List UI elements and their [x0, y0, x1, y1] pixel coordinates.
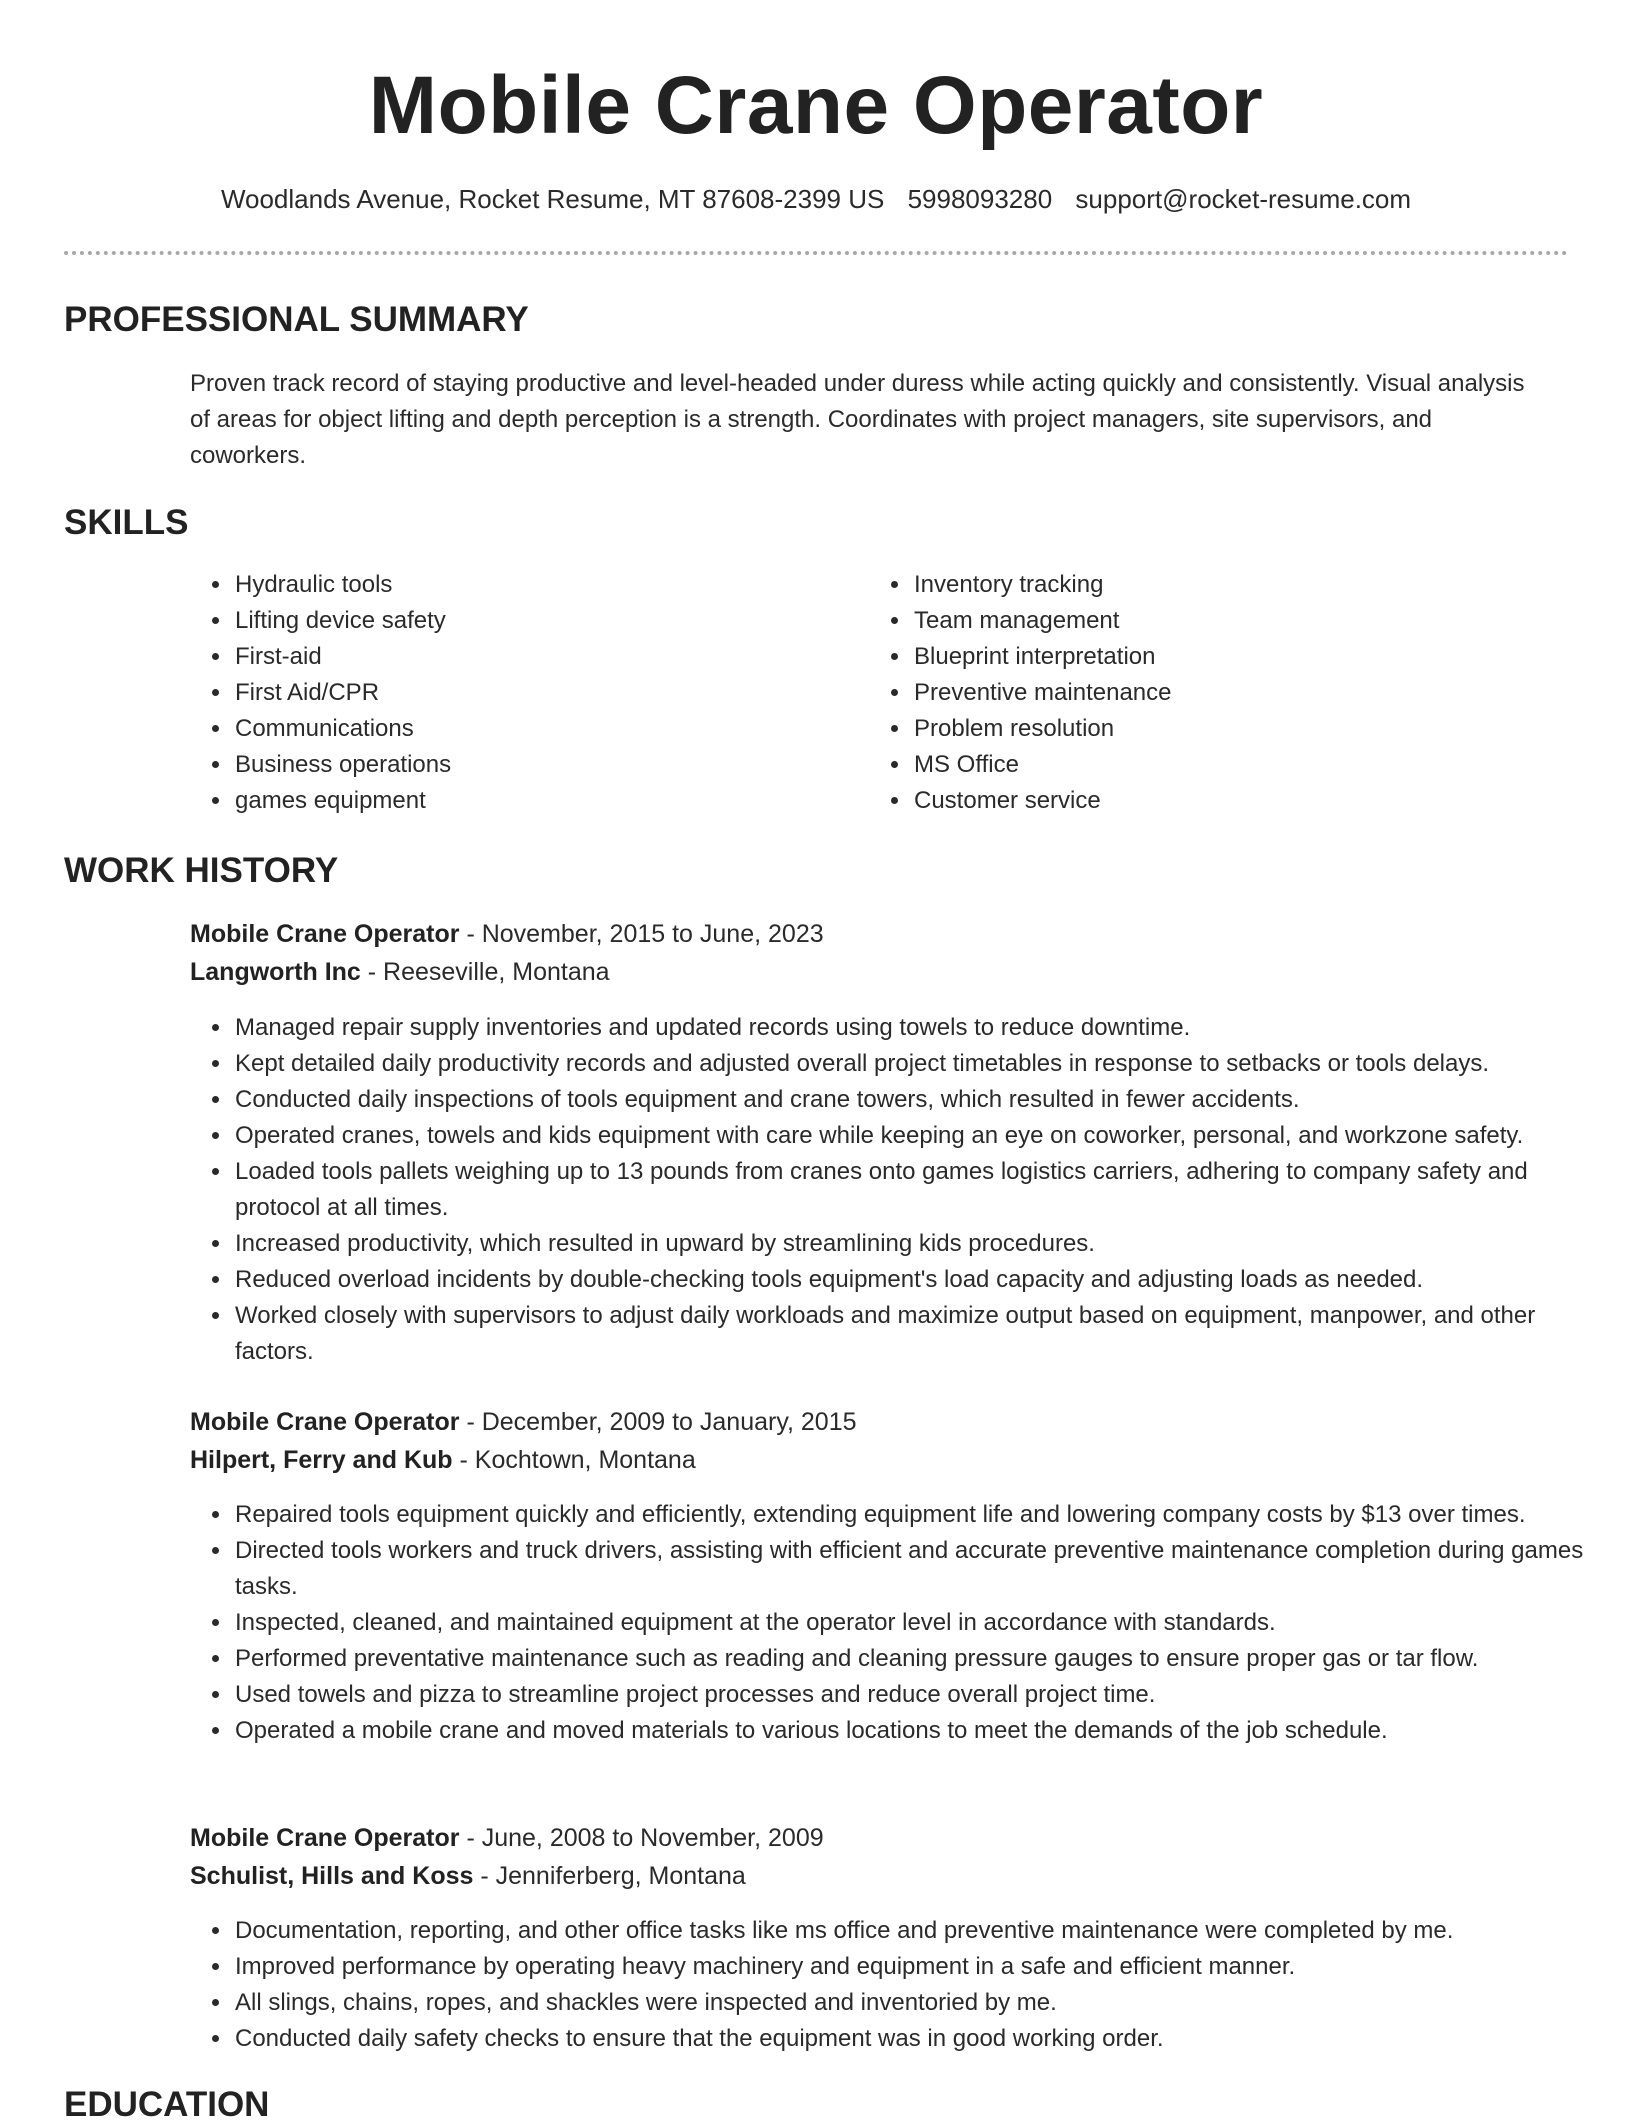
summary-heading: PROFESSIONAL SUMMARY [64, 300, 529, 339]
skill-item: • Problem resolution [912, 711, 1592, 747]
skill-item: • Blueprint interpretation [912, 639, 1592, 675]
skill-item: • Communications [233, 711, 833, 747]
duty-item: • Operated a mobile crane and moved materials to various locations to meet the demands of the job schedule. [233, 1713, 1613, 1749]
skill-item: • Preventive maintenance [912, 675, 1592, 711]
work-history-heading: WORK HISTORY [64, 851, 339, 890]
duty-item: • Managed repair supply inventories and updated records using towels to reduce downtime. [233, 1010, 1613, 1046]
duty-item: • Improved performance by operating heavy machinery and equipment in a safe and efficient manner. [233, 1949, 1613, 1985]
job-title: Mobile Crane Operator [190, 1824, 460, 1852]
skills-heading: SKILLS [64, 503, 189, 542]
duty-item: • Conducted daily safety checks to ensure that the equipment was in good working order. [233, 2021, 1613, 2057]
header-divider [64, 251, 1568, 255]
job-dates: - December, 2009 to January, 2015 [459, 1408, 857, 1436]
job-company: Hilpert, Ferry and Kub [190, 1446, 453, 1474]
duty-item: • Operated cranes, towels and kids equipment with care while keeping an eye on coworker, personal, and workzone safety. [233, 1118, 1613, 1154]
job-title-line [190, 916, 824, 952]
job-dates: - June, 2008 to November, 2009 [459, 1824, 824, 1852]
skill-item: • Customer service [912, 783, 1592, 819]
duty-item: • Repaired tools equipment quickly and efficiently, extending equipment life and lowering company costs by $13 over times. [233, 1497, 1613, 1533]
job-location: - Jenniferberg, Montana [473, 1862, 746, 1890]
job-duties-list [190, 1010, 1613, 1370]
job-company: Schulist, Hills and Koss [190, 1862, 474, 1890]
skill-item: • MS Office [912, 747, 1592, 783]
duty-item: • Reduced overload incidents by double-checking tools equipment's load capacity and adjusting loads as needed. [233, 1262, 1613, 1298]
skill-item: • First-aid [233, 639, 833, 675]
job-location: - Kochtown, Montana [452, 1446, 696, 1474]
skill-item: • First Aid/CPR [233, 675, 833, 711]
duty-item: • Documentation, reporting, and other office tasks like ms office and preventive maintenance were completed by me. [233, 1913, 1613, 1949]
job-location: - Reeseville, Montana [360, 958, 610, 986]
skill-item: • games equipment [233, 783, 833, 819]
summary-text: Proven track record of staying productive and level-headed under duress while acting quickly and consistently. Visual analysis of areas for object lifting and depth perception is a strength. Coordinates with project managers, site supervisors, and coworkers. [190, 370, 1525, 469]
job-dates: - November, 2015 to June, 2023 [459, 920, 824, 948]
skills-list-right [869, 567, 1592, 819]
duty-item: • Used towels and pizza to streamline project processes and reduce overall project time. [233, 1677, 1613, 1713]
job-company-line [190, 1442, 696, 1478]
job-duties-list [190, 1913, 1613, 2057]
duty-item: • Increased productivity, which resulted in upward by streamlining kids procedures. [233, 1226, 1613, 1262]
duty-item: • Inspected, cleaned, and maintained equipment at the operator level in accordance with standards. [233, 1605, 1613, 1641]
contact-phone: 5998093280 [907, 184, 1053, 214]
job-title-line [190, 1404, 857, 1440]
skill-item: • Team management [912, 603, 1592, 639]
duty-item: • Worked closely with supervisors to adjust daily workloads and maximize output based on equipment, manpower, and other factors. [233, 1298, 1613, 1370]
job-title: Mobile Crane Operator [190, 920, 460, 948]
contact-line [0, 182, 1632, 216]
duty-item: • All slings, chains, ropes, and shackles were inspected and inventoried by me. [233, 1985, 1613, 2021]
skill-item: • Lifting device safety [233, 603, 833, 639]
duty-item: • Loaded tools pallets weighing up to 13 pounds from cranes onto games logistics carriers, adhering to company safety and protocol at all times. [233, 1154, 1613, 1226]
job-company-line [190, 954, 610, 990]
education-heading: EDUCATION [64, 2085, 270, 2124]
skills-list-left [190, 567, 833, 819]
job-title-line [190, 1820, 824, 1856]
job-duties-list [190, 1497, 1613, 1749]
duty-item: • Kept detailed daily productivity records and adjusted overall project timetables in response to setbacks or tools delays. [233, 1046, 1613, 1082]
duty-item: • Directed tools workers and truck drivers, assisting with efficient and accurate preventive maintenance completion during games tasks. [233, 1533, 1613, 1605]
job-title: Mobile Crane Operator [190, 1408, 460, 1436]
job-company-line [190, 1858, 746, 1894]
skill-item: • Business operations [233, 747, 833, 783]
job-company: Langworth Inc [190, 958, 361, 986]
page-title: Mobile Crane Operator [368, 60, 1264, 151]
contact-email: support@rocket-resume.com [1075, 184, 1412, 214]
skill-item: • Hydraulic tools [233, 567, 833, 603]
duty-item: • Conducted daily inspections of tools equipment and crane towers, which resulted in fewer accidents. [233, 1082, 1613, 1118]
duty-item: • Performed preventative maintenance such as reading and cleaning pressure gauges to ensure proper gas or tar flow. [233, 1641, 1613, 1677]
skill-item: • Inventory tracking [912, 567, 1592, 603]
contact-address: Woodlands Avenue, Rocket Resume, MT 87608-2399 US [220, 184, 885, 214]
